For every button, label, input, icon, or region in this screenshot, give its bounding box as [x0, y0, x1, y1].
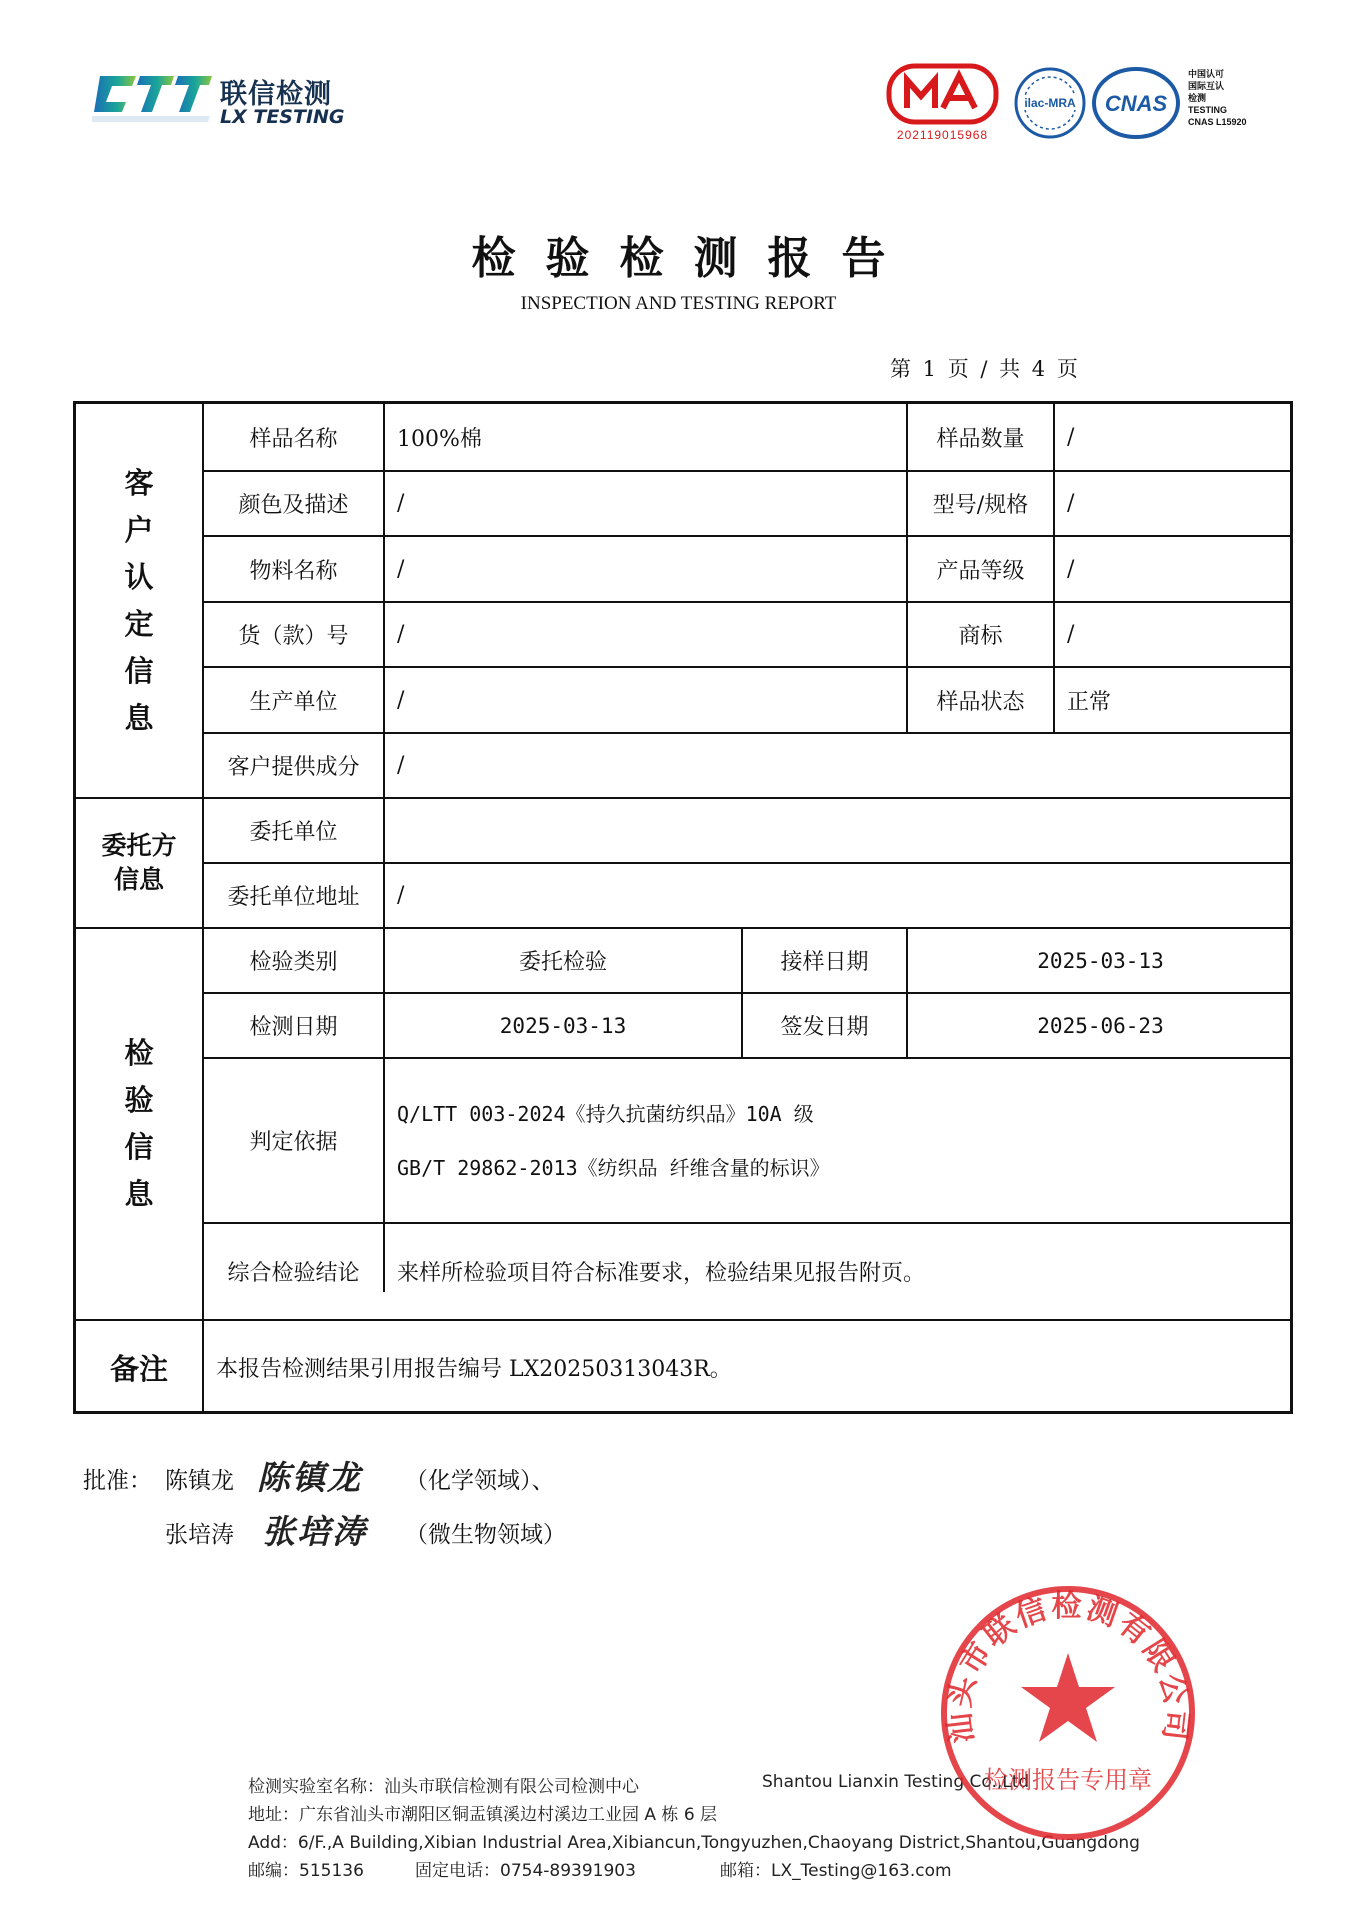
label-composition: 客户提供成分	[227, 755, 360, 780]
footer-address-en: Add：6/F.,A Building,Xibian Industrial Area,Xibiancun,Tongyuzhen,Chaoyang District,Shantou,Guangdong	[248, 1833, 1140, 1853]
certification-marks	[885, 62, 1265, 152]
cnas-icon	[1091, 64, 1181, 142]
value-sample-name: 100%棉	[397, 426, 482, 452]
value-product-grade: /	[1067, 556, 1075, 582]
cnas-side-text: 中国认可 国际互认 检测 TESTING CNAS L15920	[1188, 69, 1247, 127]
label-sample-name: 样品名称	[249, 426, 338, 452]
value-conclusion: 来样所检验项目符合标准要求，检验结果见报告附页。	[397, 1261, 926, 1286]
value-sample-quantity: /	[1067, 424, 1075, 450]
value-sample-status: 正常	[1067, 689, 1112, 715]
approver-2-name: 张培涛	[165, 1522, 234, 1548]
lx-logo-icon	[92, 70, 216, 126]
value-manufacturer: /	[397, 687, 405, 713]
svg-text:ilac-MRA: ilac-MRA	[1024, 96, 1076, 110]
report-title-en: INSPECTION AND TESTING REPORT	[520, 293, 837, 314]
company-seal	[938, 1583, 1198, 1843]
logo-text-en: LX TESTING	[220, 106, 345, 128]
value-issue-date: 2025-06-23	[1037, 1013, 1164, 1038]
section-remarks: 备注	[109, 1352, 168, 1386]
report-table	[73, 401, 1293, 1414]
footer-phone: 固定电话：0754-89391903	[415, 1861, 636, 1881]
label-color-desc: 颜色及描述	[238, 493, 349, 518]
footer-postcode: 邮编：515136	[248, 1861, 364, 1881]
seal-stamp-icon	[938, 1583, 1198, 1843]
label-material-name: 物料名称	[249, 558, 338, 584]
approver-2-signature: 张培涛	[262, 1512, 367, 1551]
svg-text:CNAS: CNAS	[1104, 91, 1168, 116]
label-style-no: 货（款）号	[238, 624, 349, 649]
approval-label: 批准：	[83, 1468, 152, 1494]
report-title: 检验检测报告	[471, 233, 916, 284]
value-receive-date: 2025-03-13	[1037, 948, 1164, 973]
value-model-spec: /	[1067, 491, 1075, 516]
value-client-address: /	[397, 883, 405, 908]
footer-lab-name-en: Shantou Lianxin Testing Co.,Ltd	[762, 1772, 1030, 1792]
value-style-no: /	[397, 622, 405, 647]
value-remarks: 本报告检测结果引用报告编号 LX20250313043R。	[216, 1357, 732, 1382]
cma-icon	[885, 62, 1000, 126]
basis-standard-1: Q/LTT 003-2024《持久抗菌纺织品》10A 级	[397, 1101, 814, 1126]
footer-address-cn: 地址：广东省汕头市潮阳区铜盂镇溪边村溪边工业园 A 栋 6 层	[248, 1805, 718, 1825]
value-test-date: 2025-03-13	[499, 1013, 627, 1038]
label-product-grade: 产品等级	[936, 558, 1025, 584]
section-customer: 客户认定信息	[124, 465, 154, 735]
page-indicator: 第 1 页 / 共 4 页	[890, 357, 1078, 381]
label-judgment-basis: 判定依据	[249, 1130, 338, 1155]
footer-lab-name: 检测实验室名称：汕头市联信检测有限公司检测中心	[248, 1777, 639, 1797]
label-manufacturer: 生产单位	[249, 689, 338, 715]
label-test-date: 检测日期	[249, 1015, 338, 1040]
label-model-spec: 型号/规格	[932, 493, 1029, 518]
logo-text-cn: 联信检测	[220, 79, 332, 110]
section-inspection: 检验信息	[124, 1036, 154, 1211]
footer-email: 邮箱：LX_Testing@163.com	[720, 1861, 952, 1881]
approver-1-field: （化学领域）、	[405, 1468, 555, 1494]
company-logo	[92, 70, 362, 140]
label-receive-date: 接样日期	[780, 950, 869, 975]
seal-ring-text: 汕头市联信检测有限公司	[941, 1589, 1195, 1745]
label-inspection-type: 检验类别	[249, 950, 338, 975]
label-conclusion: 综合检验结论	[227, 1261, 360, 1286]
approver-1-signature: 陈镇龙	[257, 1458, 362, 1497]
label-trademark: 商标	[958, 624, 1003, 649]
section-client: 委托方信息	[101, 831, 177, 894]
seal-bottom-text: 检测报告专用章	[984, 1766, 1152, 1794]
approver-1-name: 陈镇龙	[165, 1468, 234, 1494]
label-issue-date: 签发日期	[780, 1015, 869, 1040]
label-client-unit: 委托单位	[249, 820, 338, 845]
cma-code: 202119015968	[896, 128, 989, 142]
value-client-unit	[385, 799, 1293, 862]
value-composition: /	[397, 753, 405, 778]
basis-standard-2: GB/T 29862-2013《纺织品 纤维含量的标识》	[397, 1155, 830, 1180]
label-sample-status: 样品状态	[936, 689, 1025, 715]
value-color-desc: /	[397, 491, 405, 516]
value-material-name: /	[397, 556, 405, 582]
label-sample-quantity: 样品数量	[936, 426, 1025, 452]
value-inspection-type: 委托检验	[518, 950, 607, 975]
ilac-mra-icon	[1013, 66, 1087, 140]
value-trademark: /	[1067, 622, 1075, 647]
judgment-basis-list	[385, 1059, 1293, 1222]
label-client-address: 委托单位地址	[227, 885, 360, 910]
approver-2-field: （微生物领域）	[405, 1522, 566, 1548]
